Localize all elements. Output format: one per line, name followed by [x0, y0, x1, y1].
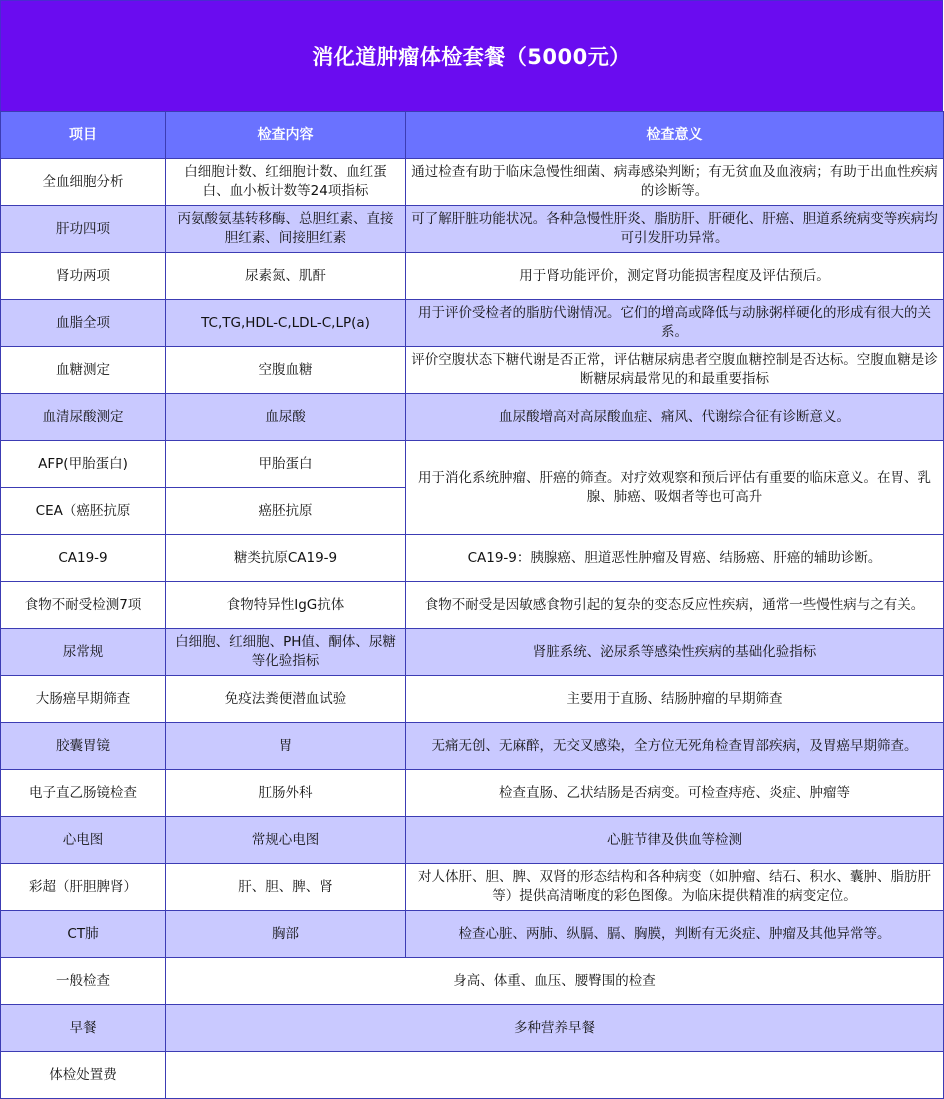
table-row [1, 206, 944, 253]
row-content: 尿素氮、肌酐 [166, 253, 406, 300]
header-item: 项目 [1, 112, 166, 159]
table-header-row [1, 112, 944, 159]
row-item: 大肠癌早期筛查 [1, 676, 166, 723]
table-row [1, 253, 944, 300]
table-row [1, 911, 944, 958]
row-content: 白细胞计数、红细胞计数、血红蛋白、血小板计数等24项指标 [166, 159, 406, 206]
row-content: 身高、体重、血压、腰臀围的检查 [166, 958, 944, 1005]
row-content [166, 1052, 944, 1099]
row-meaning: 检查心脏、两肺、纵膈、膈、胸膜，判断有无炎症、肿瘤及其他异常等。 [406, 911, 944, 958]
table-row [1, 770, 944, 817]
row-content: 多种营养早餐 [166, 1005, 944, 1052]
row-item: 一般检查 [1, 958, 166, 1005]
breakfast-row [1, 1005, 944, 1052]
table-row [1, 582, 944, 629]
row-item: 全血细胞分析 [1, 159, 166, 206]
row-content: 血尿酸 [166, 394, 406, 441]
row-item: 血脂全项 [1, 300, 166, 347]
row-meaning: 用于肾功能评价，测定肾功能损害程度及评估预后。 [406, 253, 944, 300]
table-row [1, 535, 944, 582]
row-content: 甲胎蛋白 [166, 441, 406, 488]
row-item: 肾功两项 [1, 253, 166, 300]
row-meaning: 用于评价受检者的脂肪代谢情况。它们的增高或降低与动脉粥样硬化的形成有很大的关系。 [406, 300, 944, 347]
row-item: 胶囊胃镜 [1, 723, 166, 770]
row-item: 尿常规 [1, 629, 166, 676]
row-item: CT肺 [1, 911, 166, 958]
general-exam-row [1, 958, 944, 1005]
row-content: 食物特异性IgG抗体 [166, 582, 406, 629]
table-row [1, 441, 944, 488]
page-title: 消化道肿瘤体检套餐（5000元） [0, 0, 943, 111]
table-row [1, 394, 944, 441]
row-meaning: 主要用于直肠、结肠肿瘤的早期筛查 [406, 676, 944, 723]
row-meaning: 食物不耐受是因敏感食物引起的复杂的变态反应性疾病，通常一些慢性病与之有关。 [406, 582, 944, 629]
row-meaning: 可了解肝脏功能状况。各种急慢性肝炎、脂肪肝、肝硬化、肝癌、胆道系统病变等疾病均可引发肝功异常。 [406, 206, 944, 253]
table-row [1, 629, 944, 676]
row-item: 血糖测定 [1, 347, 166, 394]
header-meaning: 检查意义 [406, 112, 944, 159]
row-meaning: 肾脏系统、泌尿系等感染性疾病的基础化验指标 [406, 629, 944, 676]
row-item: 早餐 [1, 1005, 166, 1052]
row-item: CA19-9 [1, 535, 166, 582]
row-item: 肝功四项 [1, 206, 166, 253]
row-meaning: 检查直肠、乙状结肠是否病变。可检查痔疮、炎症、肿瘤等 [406, 770, 944, 817]
row-meaning: 血尿酸增高对高尿酸血症、痛风、代谢综合征有诊断意义。 [406, 394, 944, 441]
fee-row [1, 1052, 944, 1099]
table-row [1, 347, 944, 394]
row-item: 食物不耐受检测7项 [1, 582, 166, 629]
row-content: 空腹血糖 [166, 347, 406, 394]
row-meaning: 评价空腹状态下糖代谢是否正常，评估糖尿病患者空腹血糖控制是否达标。空腹血糖是诊断糖尿病最常见的和最重要指标 [406, 347, 944, 394]
table-row [1, 300, 944, 347]
row-content: 胃 [166, 723, 406, 770]
row-content: 常规心电图 [166, 817, 406, 864]
table-row [1, 159, 944, 206]
row-content: 肝、胆、脾、肾 [166, 864, 406, 911]
row-content: 肛肠外科 [166, 770, 406, 817]
row-item: 彩超（肝胆脾肾） [1, 864, 166, 911]
row-content: 丙氨酸氨基转移酶、总胆红素、直接胆红素、间接胆红素 [166, 206, 406, 253]
row-content: 白细胞、红细胞、PH值、酮体、尿糖等化验指标 [166, 629, 406, 676]
row-content: 糖类抗原CA19-9 [166, 535, 406, 582]
row-item: AFP(甲胎蛋白) [1, 441, 166, 488]
row-item: 电子直乙肠镜检查 [1, 770, 166, 817]
row-meaning: 心脏节律及供血等检测 [406, 817, 944, 864]
table-row [1, 676, 944, 723]
row-item: 血清尿酸测定 [1, 394, 166, 441]
row-meaning: 通过检查有助于临床急慢性细菌、病毒感染判断；有无贫血及血液病；有助于出血性疾病的诊断等。 [406, 159, 944, 206]
row-content: 癌胚抗原 [166, 488, 406, 535]
row-meaning: 用于消化系统肿瘤、肝癌的筛查。对疗效观察和预后评估有重要的临床意义。在胃、乳腺、肺癌、吸烟者等也可高升 [406, 441, 944, 535]
table-row [1, 817, 944, 864]
table-row [1, 723, 944, 770]
table-row [1, 864, 944, 911]
row-item: CEA（癌胚抗原 [1, 488, 166, 535]
row-item: 体检处置费 [1, 1052, 166, 1099]
row-meaning: CA19-9：胰腺癌、胆道恶性肿瘤及胃癌、结肠癌、肝癌的辅助诊断。 [406, 535, 944, 582]
row-content: 胸部 [166, 911, 406, 958]
row-content: TC,TG,HDL-C,LDL-C,LP(a) [166, 300, 406, 347]
row-meaning: 对人体肝、胆、脾、双肾的形态结构和各种病变（如肿瘤、结石、积水、囊肿、脂肪肝等）提供高清晰度的彩色图像。为临床提供精准的病变定位。 [406, 864, 944, 911]
exam-table [0, 111, 944, 1099]
row-meaning: 无痛无创、无麻醉，无交叉感染，全方位无死角检查胃部疾病，及胃癌早期筛查。 [406, 723, 944, 770]
header-content: 检查内容 [166, 112, 406, 159]
row-item: 心电图 [1, 817, 166, 864]
row-content: 免疫法粪便潜血试验 [166, 676, 406, 723]
